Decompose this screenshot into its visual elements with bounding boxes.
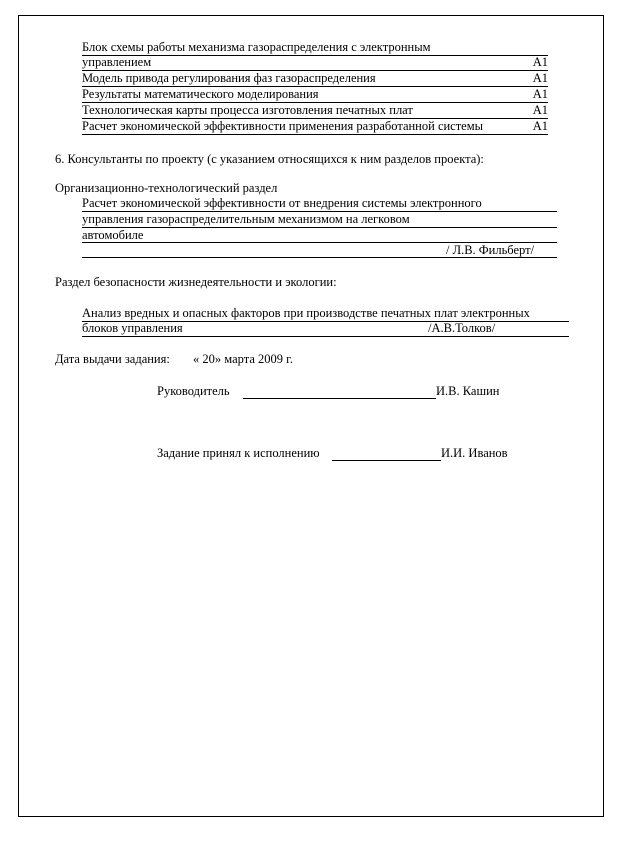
supervisor-signature-line — [243, 398, 436, 399]
section2-line2: блоков управления — [82, 321, 183, 335]
drawing-4-format: А1 — [532, 103, 548, 117]
drawing-5-format: А1 — [532, 119, 548, 133]
section2-signature: /А.В.Толков/ — [428, 321, 496, 335]
drawing-3-name: Результаты математического моделирования — [82, 87, 319, 101]
section2-title: Раздел безопасности жизнедеятельности и экологии: — [55, 275, 337, 289]
issue-date-label: Дата выдачи задания: — [55, 352, 170, 366]
section1-line2: управления газораспределительным механизмом на легковом — [82, 212, 410, 226]
accepted-signature-line — [332, 460, 441, 461]
section1-line1: Расчет экономической эффективности от внедрения системы электронного — [82, 196, 482, 210]
section1-line3: автомобиле — [82, 228, 144, 242]
underline — [82, 257, 557, 258]
underline — [82, 55, 548, 56]
drawing-1-name-line1: Блок схемы работы механизма газораспределения с электронным — [82, 40, 431, 54]
section1-title: Организационно-технологический раздел — [55, 181, 278, 195]
underline — [82, 134, 548, 135]
issue-date-value: « 20» марта 2009 г. — [193, 352, 293, 366]
accepted-label: Задание принял к исполнению — [157, 446, 320, 460]
drawing-1-name-line2: управлением — [82, 55, 152, 69]
page-frame — [18, 15, 604, 817]
accepted-name: И.И. Иванов — [441, 446, 508, 460]
supervisor-label: Руководитель — [157, 384, 230, 398]
supervisor-name: И.В. Кашин — [436, 384, 500, 398]
drawing-4-name: Технологическая карты процесса изготовления печатных плат — [82, 103, 413, 117]
section1-signature: / Л.В. Фильберт/ — [446, 243, 535, 257]
underline — [82, 336, 569, 337]
underline — [82, 227, 557, 228]
section2-line1: Анализ вредных и опасных факторов при производстве печатных плат электронных — [82, 306, 530, 320]
drawing-2-format: А1 — [532, 71, 548, 85]
consultants-heading: 6. Консультанты по проекту (с указанием относящихся к ним разделов проекта): — [55, 152, 484, 166]
drawing-5-name: Расчет экономической эффективности применения разработанной системы — [82, 119, 484, 133]
drawing-2-name: Модель привода регулирования фаз газораспределения — [82, 71, 376, 85]
drawing-1-format: А1 — [532, 55, 548, 69]
drawing-3-format: А1 — [532, 87, 548, 101]
